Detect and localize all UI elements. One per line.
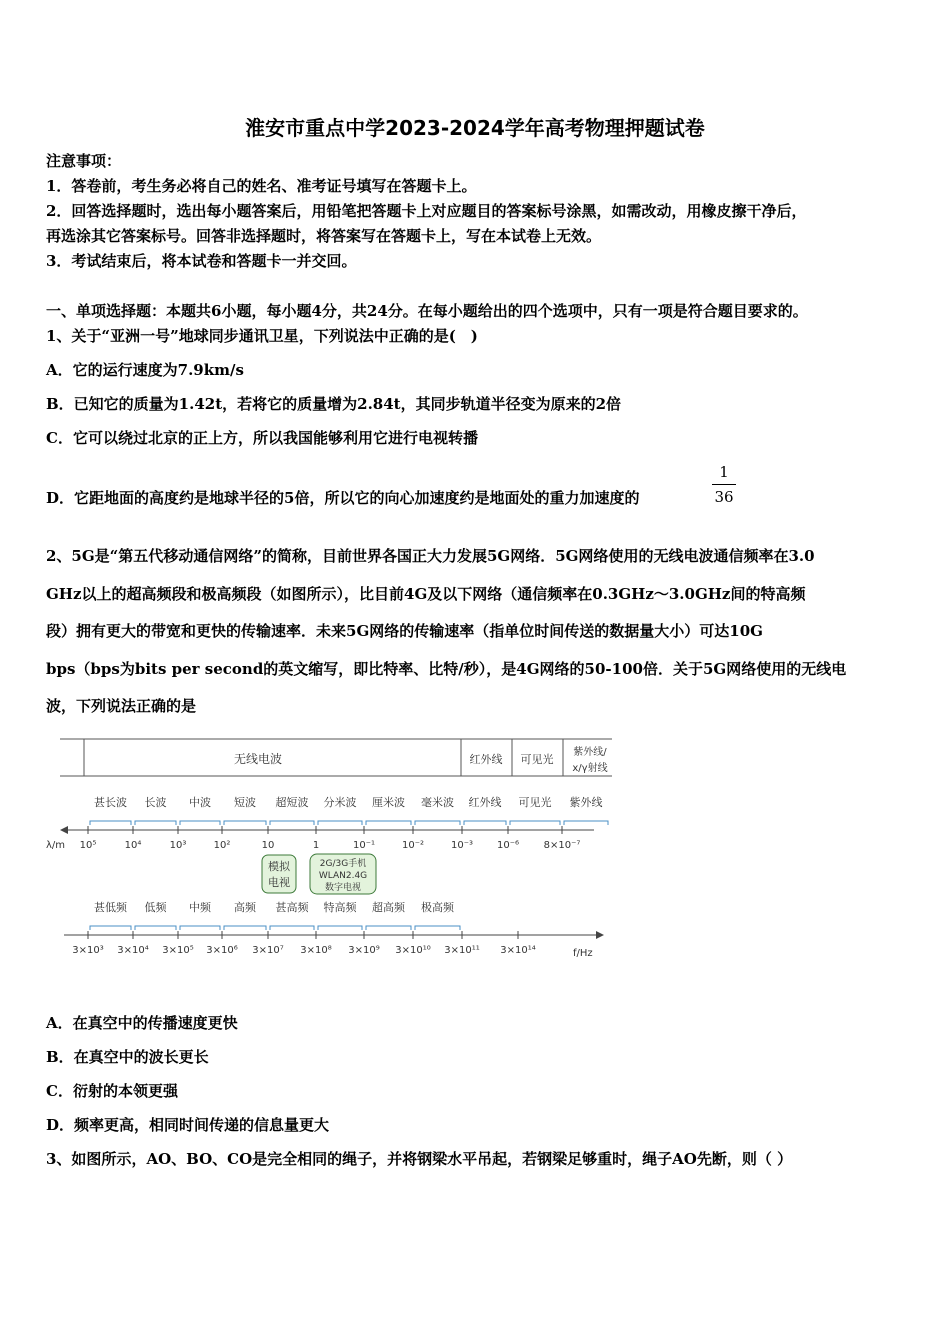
frequency-tick-label: 3×10¹¹ <box>444 945 480 956</box>
frequency-tick-label: 3×10⁷ <box>252 945 284 956</box>
band-brackets <box>90 926 460 930</box>
wavelength-tick-label: 8×10⁻⁷ <box>543 840 581 851</box>
frequency-tick-label: 3×10⁵ <box>162 945 194 956</box>
wavelength-axis-label: λ/m <box>46 840 66 851</box>
wavelength-tick-label: 10⁻³ <box>450 840 474 851</box>
wavelength-tick-label: 10³ <box>169 840 187 851</box>
wave-bracket <box>366 821 411 825</box>
callout-mobile-line2: WLAN2.4G <box>318 871 368 881</box>
frequency-tick-label: 3×10⁹ <box>348 945 380 956</box>
frequency-tick-label: 3×10⁶ <box>206 945 238 956</box>
band-bracket <box>318 926 362 930</box>
wave-bracket <box>180 821 220 825</box>
wave-name: 分米波 <box>323 796 357 809</box>
band-name: 特高频 <box>323 901 357 914</box>
q1-option-c: C．它可以绕过北京的正上方，所以我国能够利用它进行电视转播 <box>46 429 478 447</box>
callout-mobile-line1: 2G/3G手机 <box>319 859 367 869</box>
wavelength-tick-label: 10² <box>213 840 231 851</box>
spectrum-figure <box>46 733 626 963</box>
frequency-tick-label: 3×10¹⁰ <box>395 945 431 956</box>
band-bracket <box>90 926 131 930</box>
wave-name: 超短波 <box>275 796 309 809</box>
wave-bracket <box>510 821 560 825</box>
spectrum-header <box>60 739 612 776</box>
header-visible: 可见光 <box>520 753 554 766</box>
wave-name: 中波 <box>189 796 211 809</box>
q2-line-5: 波，下列说法正确的是 <box>46 697 197 715</box>
wave-name: 毫米波 <box>421 796 454 809</box>
band-name-row <box>94 900 455 914</box>
frequency-tick-label: 3×10³ <box>72 945 104 956</box>
frequency-axis-label: f/Hz <box>573 948 593 959</box>
q2-option-a: A．在真空中的传播速度更快 <box>46 1014 238 1032</box>
fraction-one-thirty-sixth <box>712 462 736 507</box>
notice-item-1: 1．答卷前，考生务必将自己的姓名、准考证号填写在答题卡上。 <box>46 177 477 195</box>
notice-heading: 注意事项： <box>46 152 122 170</box>
header-uv: 紫外线/ <box>573 747 607 758</box>
wavelength-tick-label: 10 <box>261 840 275 851</box>
wave-name-row <box>94 795 603 809</box>
fraction-numerator: 1 <box>719 463 729 481</box>
q2-option-d: D．频率更高，相同时间传递的信息量更大 <box>46 1116 330 1134</box>
band-name: 低频 <box>144 901 167 914</box>
band-name: 甚高频 <box>275 901 309 914</box>
wave-bracket <box>90 821 131 825</box>
wave-bracket <box>564 821 608 825</box>
callout-analog-tv-line1: 模拟 <box>268 860 290 873</box>
wave-bracket <box>318 821 362 825</box>
callout-analog-tv <box>262 855 296 893</box>
band-name: 超高频 <box>372 901 405 914</box>
wave-name: 甚长波 <box>94 796 127 809</box>
notice-item-2b: 再选涂其它答案标号。回答非选择题时，将答案写在答题卡上，写在本试卷上无效。 <box>46 227 602 245</box>
wave-bracket <box>135 821 176 825</box>
wave-bracket <box>224 821 266 825</box>
wave-bracket <box>464 821 506 825</box>
wave-name: 紫外线 <box>569 796 603 809</box>
spectrum-diagram <box>46 733 626 963</box>
band-name: 甚低频 <box>94 901 127 914</box>
frequency-tick-label: 3×10⁸ <box>300 945 332 956</box>
band-name: 中频 <box>189 901 211 914</box>
wavelength-tick-label: 10⁻¹ <box>352 840 376 851</box>
wave-brackets <box>90 821 608 825</box>
q1-option-d: D．它距地面的高度约是地球半径的5倍，所以它的向心加速度约是地面处的重力加速度的 <box>46 489 640 507</box>
wave-name: 厘米波 <box>372 796 405 809</box>
q2-line-2: GHz以上的超高频段和极高频段（如图所示），比目前4G及以下网络（通信频率在0.3GHz～3.0GHz间的特高频 <box>46 585 806 603</box>
band-bracket <box>135 926 176 930</box>
wavelength-tick-label: 10⁻⁶ <box>496 840 520 851</box>
wave-name: 短波 <box>234 796 256 809</box>
wave-name: 红外线 <box>468 796 502 809</box>
fraction-bar <box>712 484 736 485</box>
band-bracket <box>415 926 460 930</box>
header-radio: 无线电波 <box>233 752 283 766</box>
callout-mobile-line3: 数字电视 <box>324 883 362 893</box>
q2-line-3: 段）拥有更大的带宽和更快的传输速率．未来5G网络的传输速率（指单位时间传送的数据量大小）可达10G <box>46 622 763 640</box>
wave-bracket <box>415 821 460 825</box>
wavelength-tick-label: 10⁴ <box>124 840 142 851</box>
band-bracket <box>366 926 411 930</box>
q2-line-4: bps（bps为bits per second的英文缩写，即比特率、比特/秒），是4G网络的50-100倍．关于5G网络使用的无线电 <box>46 660 847 678</box>
q1-stem: 1、关于“亚洲一号”地球同步通讯卫星，下列说法中正确的是( ) <box>46 327 478 345</box>
q1-option-b: B．已知它的质量为1.42t，若将它的质量增为2.84t，其同步轨道半径变为原来的2倍 <box>46 395 622 413</box>
notice-item-3: 3．考试结束后，将本试卷和答题卡一并交回。 <box>46 252 357 270</box>
wavelength-tick-label: 10⁵ <box>79 840 97 851</box>
q1-option-a: A．它的运行速度为7.9km/s <box>46 361 244 379</box>
band-name: 高频 <box>234 901 256 914</box>
q2-option-c: C．衍射的本领更强 <box>46 1082 178 1100</box>
q3-stem: 3、如图所示，AO、BO、CO是完全相同的绳子，并将钢梁水平吊起，若钢梁足够重时，绳子AO先断，则（ ） <box>46 1150 793 1168</box>
band-bracket <box>180 926 220 930</box>
frequency-tick-label: 3×10⁴ <box>117 945 149 956</box>
band-name: 极高频 <box>421 901 454 914</box>
wave-name: 长波 <box>144 796 167 809</box>
header-infrared: 红外线 <box>469 753 503 766</box>
frequency-tick-label: 3×10¹⁴ <box>500 945 536 956</box>
wavelength-tick-label: 10⁻² <box>401 840 425 851</box>
header-xray: x/γ射线 <box>572 763 608 774</box>
fraction-denominator: 36 <box>714 488 734 506</box>
notice-item-2a: 2．回答选择题时，选出每小题答案后，用铅笔把答题卡上对应题目的答案标号涂黑，如需改动，用橡皮擦干净后， <box>46 202 807 220</box>
callout-mobile <box>310 854 376 894</box>
wave-name: 可见光 <box>518 796 552 809</box>
page-title: 淮安市重点中学2023-2024学年高考物理押题试卷 <box>245 116 705 140</box>
callout-analog-tv-line2: 电视 <box>268 876 290 889</box>
band-bracket <box>270 926 314 930</box>
q2-line-1: 2、5G是“第五代移动通信网络”的简称，目前世界各国正大力发展5G网络．5G网络使用的无线电波通信频率在3.0 <box>46 547 815 565</box>
band-bracket <box>224 926 266 930</box>
section-heading: 一、单项选择题：本题共6小题，每小题4分，共24分。在每小题给出的四个选项中，只有一项是符合题目要求的。 <box>46 302 808 320</box>
wave-bracket <box>270 821 314 825</box>
wavelength-tick-label: 1 <box>312 840 320 851</box>
q2-option-b: B．在真空中的波长更长 <box>46 1048 209 1066</box>
